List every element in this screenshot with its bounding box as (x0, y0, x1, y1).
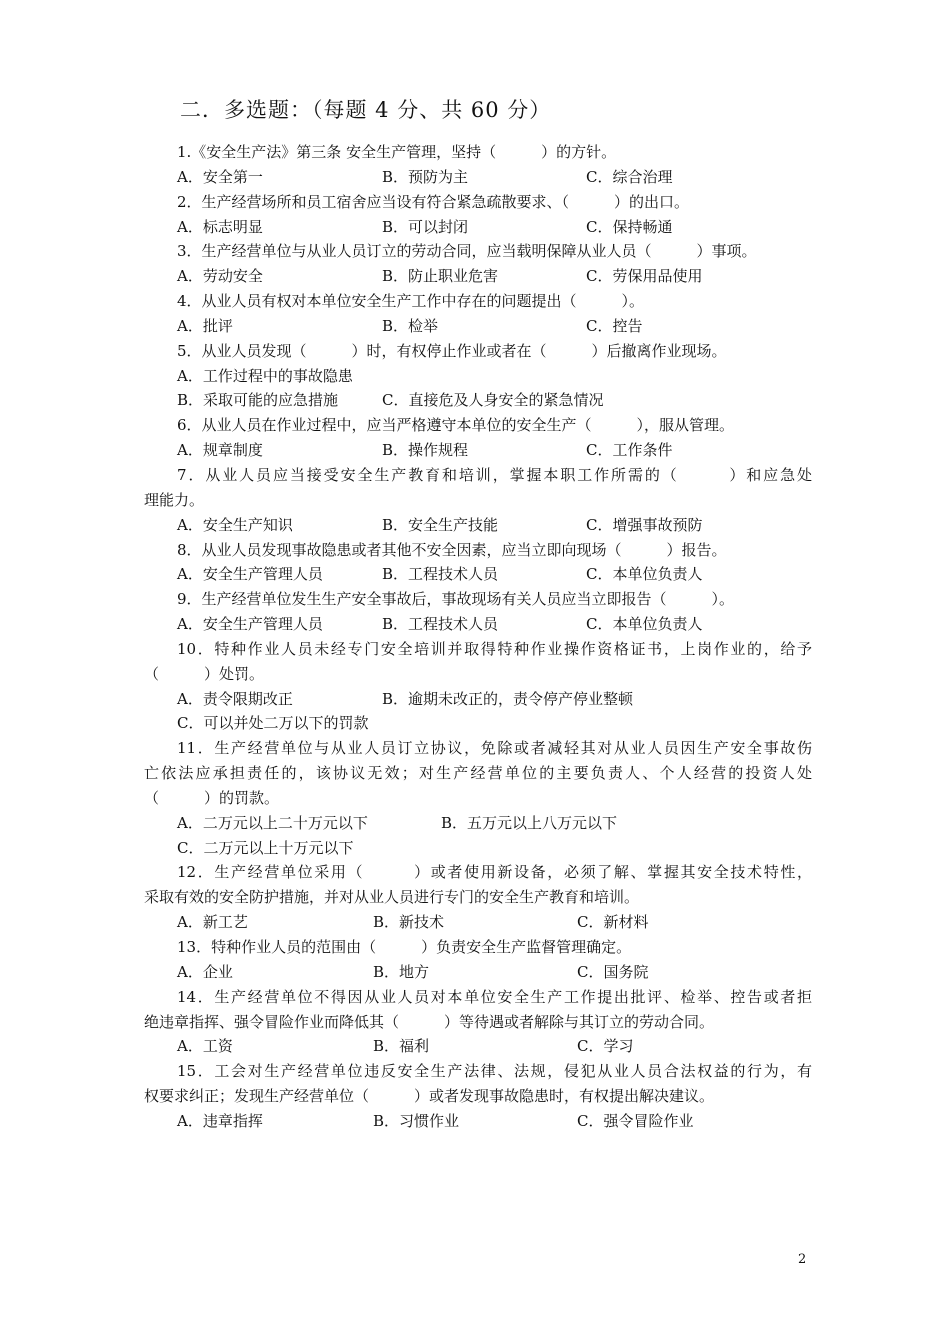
question-10-continued: （ ）处罚。 (144, 664, 265, 683)
option-c: C．二万元以上十万元以下 (177, 838, 354, 857)
question-13-options (144, 960, 812, 985)
question-3: 3．生产经营单位与从业人员订立的劳动合同，应当载明保障从业人员（ ）事项。 (177, 242, 757, 261)
option-b: B．防止职业危害 (382, 267, 499, 286)
question-11-options (144, 811, 812, 836)
option-c: C．强令冒险作业 (577, 1111, 694, 1130)
question-2: 2．生产经营场所和员工宿舍应当设有符合紧急疏散要求、（ ）的出口。 (177, 192, 690, 211)
question-6-options (144, 438, 812, 463)
option-a: A．二万元以上二十万元以下 (177, 813, 368, 832)
option-b: B．采取可能的应急措施 (177, 391, 339, 410)
option-a: A．企业 (177, 962, 233, 981)
option-a: A．安全生产管理人员 (177, 565, 323, 584)
option-b: B．逾期未改正的，责令停产停业整顿 (382, 689, 634, 708)
question-8: 8．从业人员发现事故隐患或者其他不安全因素，应当立即向现场（ ）报告。 (177, 540, 727, 559)
question-4-options (144, 314, 812, 339)
option-a: A．违章指挥 (177, 1111, 263, 1130)
question-7-options (144, 513, 812, 538)
question-7-continued: 理能力。 (144, 490, 205, 509)
option-b: B．新技术 (373, 913, 445, 932)
option-c: C．劳保用品使用 (586, 267, 703, 286)
question-11-continued: （ ）的罚款。 (144, 788, 280, 807)
option-c: C．国务院 (577, 962, 649, 981)
option-b: B．福利 (373, 1037, 430, 1056)
option-a: A．劳动安全 (177, 267, 263, 286)
question-list (144, 140, 812, 1134)
section-title: 二．多选题：（每题 4 分、共 60 分） (180, 98, 552, 122)
question-14-continued: 绝违章指挥、强令冒险作业而降低其（ ）等待遇或者解除与其订立的劳动合同。 (144, 1012, 715, 1031)
question-10: 10．特种作业人员未经专门安全培训并取得特种作业操作资格证书，上岗作业的，给予 (177, 639, 812, 658)
option-a: A．安全第一 (177, 167, 263, 186)
option-b: B．操作规程 (382, 441, 469, 460)
question-8-options (144, 562, 812, 587)
question-9: 9．生产经营单位发生生产安全事故后，事故现场有关人员应当立即报告（ ）。 (177, 590, 735, 609)
option-b: B．可以封闭 (382, 217, 469, 236)
question-6: 6．从业人员在作业过程中，应当严格遵守本单位的安全生产（ ），服从管理。 (177, 416, 735, 435)
option-a: A．工作过程中的事故隐患 (177, 366, 353, 385)
option-c: C．本单位负责人 (586, 615, 703, 634)
question-9-options (144, 612, 812, 637)
question-3-options (144, 264, 812, 289)
option-c: C．控告 (586, 316, 643, 335)
option-a: A．规章制度 (177, 441, 263, 460)
question-7: 7．从业人员应当接受安全生产教育和培训，掌握本职工作所需的（ ）和应急处 (177, 465, 812, 484)
option-b: B．习惯作业 (373, 1111, 460, 1130)
question-2-options (144, 215, 812, 240)
option-a: A．工资 (177, 1037, 233, 1056)
question-14-options (144, 1034, 812, 1059)
option-b: B．预防为主 (382, 167, 469, 186)
option-c: C．增强事故预防 (586, 515, 703, 534)
question-15-options (144, 1109, 812, 1134)
question-15: 15．工会对生产经营单位违反安全生产法律、法规，侵犯从业人员合法权益的行为，有 (177, 1062, 812, 1081)
option-c: C．综合治理 (586, 167, 673, 186)
question-12-options (144, 910, 812, 935)
question-1: 1.《安全生产法》第三条 安全生产管理，坚持（ ）的方针。 (177, 143, 617, 161)
option-b: B．工程技术人员 (382, 565, 499, 584)
option-a: A．责令限期改正 (177, 689, 293, 708)
question-5: 5．从业人员发现（ ）时，有权停止作业或者在（ ）后撤离作业现场。 (177, 341, 727, 360)
question-11: 11．生产经营单位与从业人员订立协议，免除或者减轻其对从业人员因生产安全事故伤 (177, 739, 812, 758)
option-c: C．直接危及人身安全的紧急情况 (382, 391, 604, 410)
option-c: C．学习 (577, 1037, 634, 1056)
question-5-options (144, 388, 812, 413)
question-1-options (144, 165, 812, 190)
option-a: A．标志明显 (177, 217, 263, 236)
option-c: C．可以并处二万以下的罚款 (177, 714, 369, 733)
option-c: C．工作条件 (586, 441, 673, 460)
question-15-continued: 权要求纠正；发现生产经营单位（ ）或者发现事故隐患时，有权提出解决建议。 (144, 1087, 715, 1106)
option-b: B．检举 (382, 316, 439, 335)
question-12: 12．生产经营单位采用（ ）或者使用新设备，必须了解、掌握其安全技术特性， (177, 863, 812, 882)
option-c: C．本单位负责人 (586, 565, 703, 584)
option-a: A．批评 (177, 316, 233, 335)
question-10-options (144, 687, 812, 712)
option-b: B．地方 (373, 962, 430, 981)
option-b: B．五万元以上八万元以下 (441, 813, 618, 832)
option-c: C．新材料 (577, 913, 649, 932)
page-number: 2 (798, 1252, 807, 1267)
question-14: 14．生产经营单位不得因从业人员对本单位安全生产工作提出批评、检举、控告或者拒 (177, 987, 812, 1006)
option-b: B．安全生产技能 (382, 515, 499, 534)
question-12-continued: 采取有效的安全防护措施，并对从业人员进行专门的安全生产教育和培训。 (144, 888, 640, 907)
question-13: 13．特种作业人员的范围由（ ）负责安全生产监督管理确定。 (177, 938, 632, 956)
question-4: 4．从业人员有权对本单位安全生产工作中存在的问题提出（ ）。 (177, 292, 645, 311)
option-a: A．安全生产管理人员 (177, 615, 323, 634)
question-11-continued: 亡依法应承担责任的，该协议无效；对生产经营单位的主要负责人、个人经营的投资人处 (144, 764, 812, 783)
option-a: A．安全生产知识 (177, 515, 293, 534)
option-b: B．工程技术人员 (382, 615, 499, 634)
option-c: C．保持畅通 (586, 217, 673, 236)
option-a: A．新工艺 (177, 913, 248, 932)
